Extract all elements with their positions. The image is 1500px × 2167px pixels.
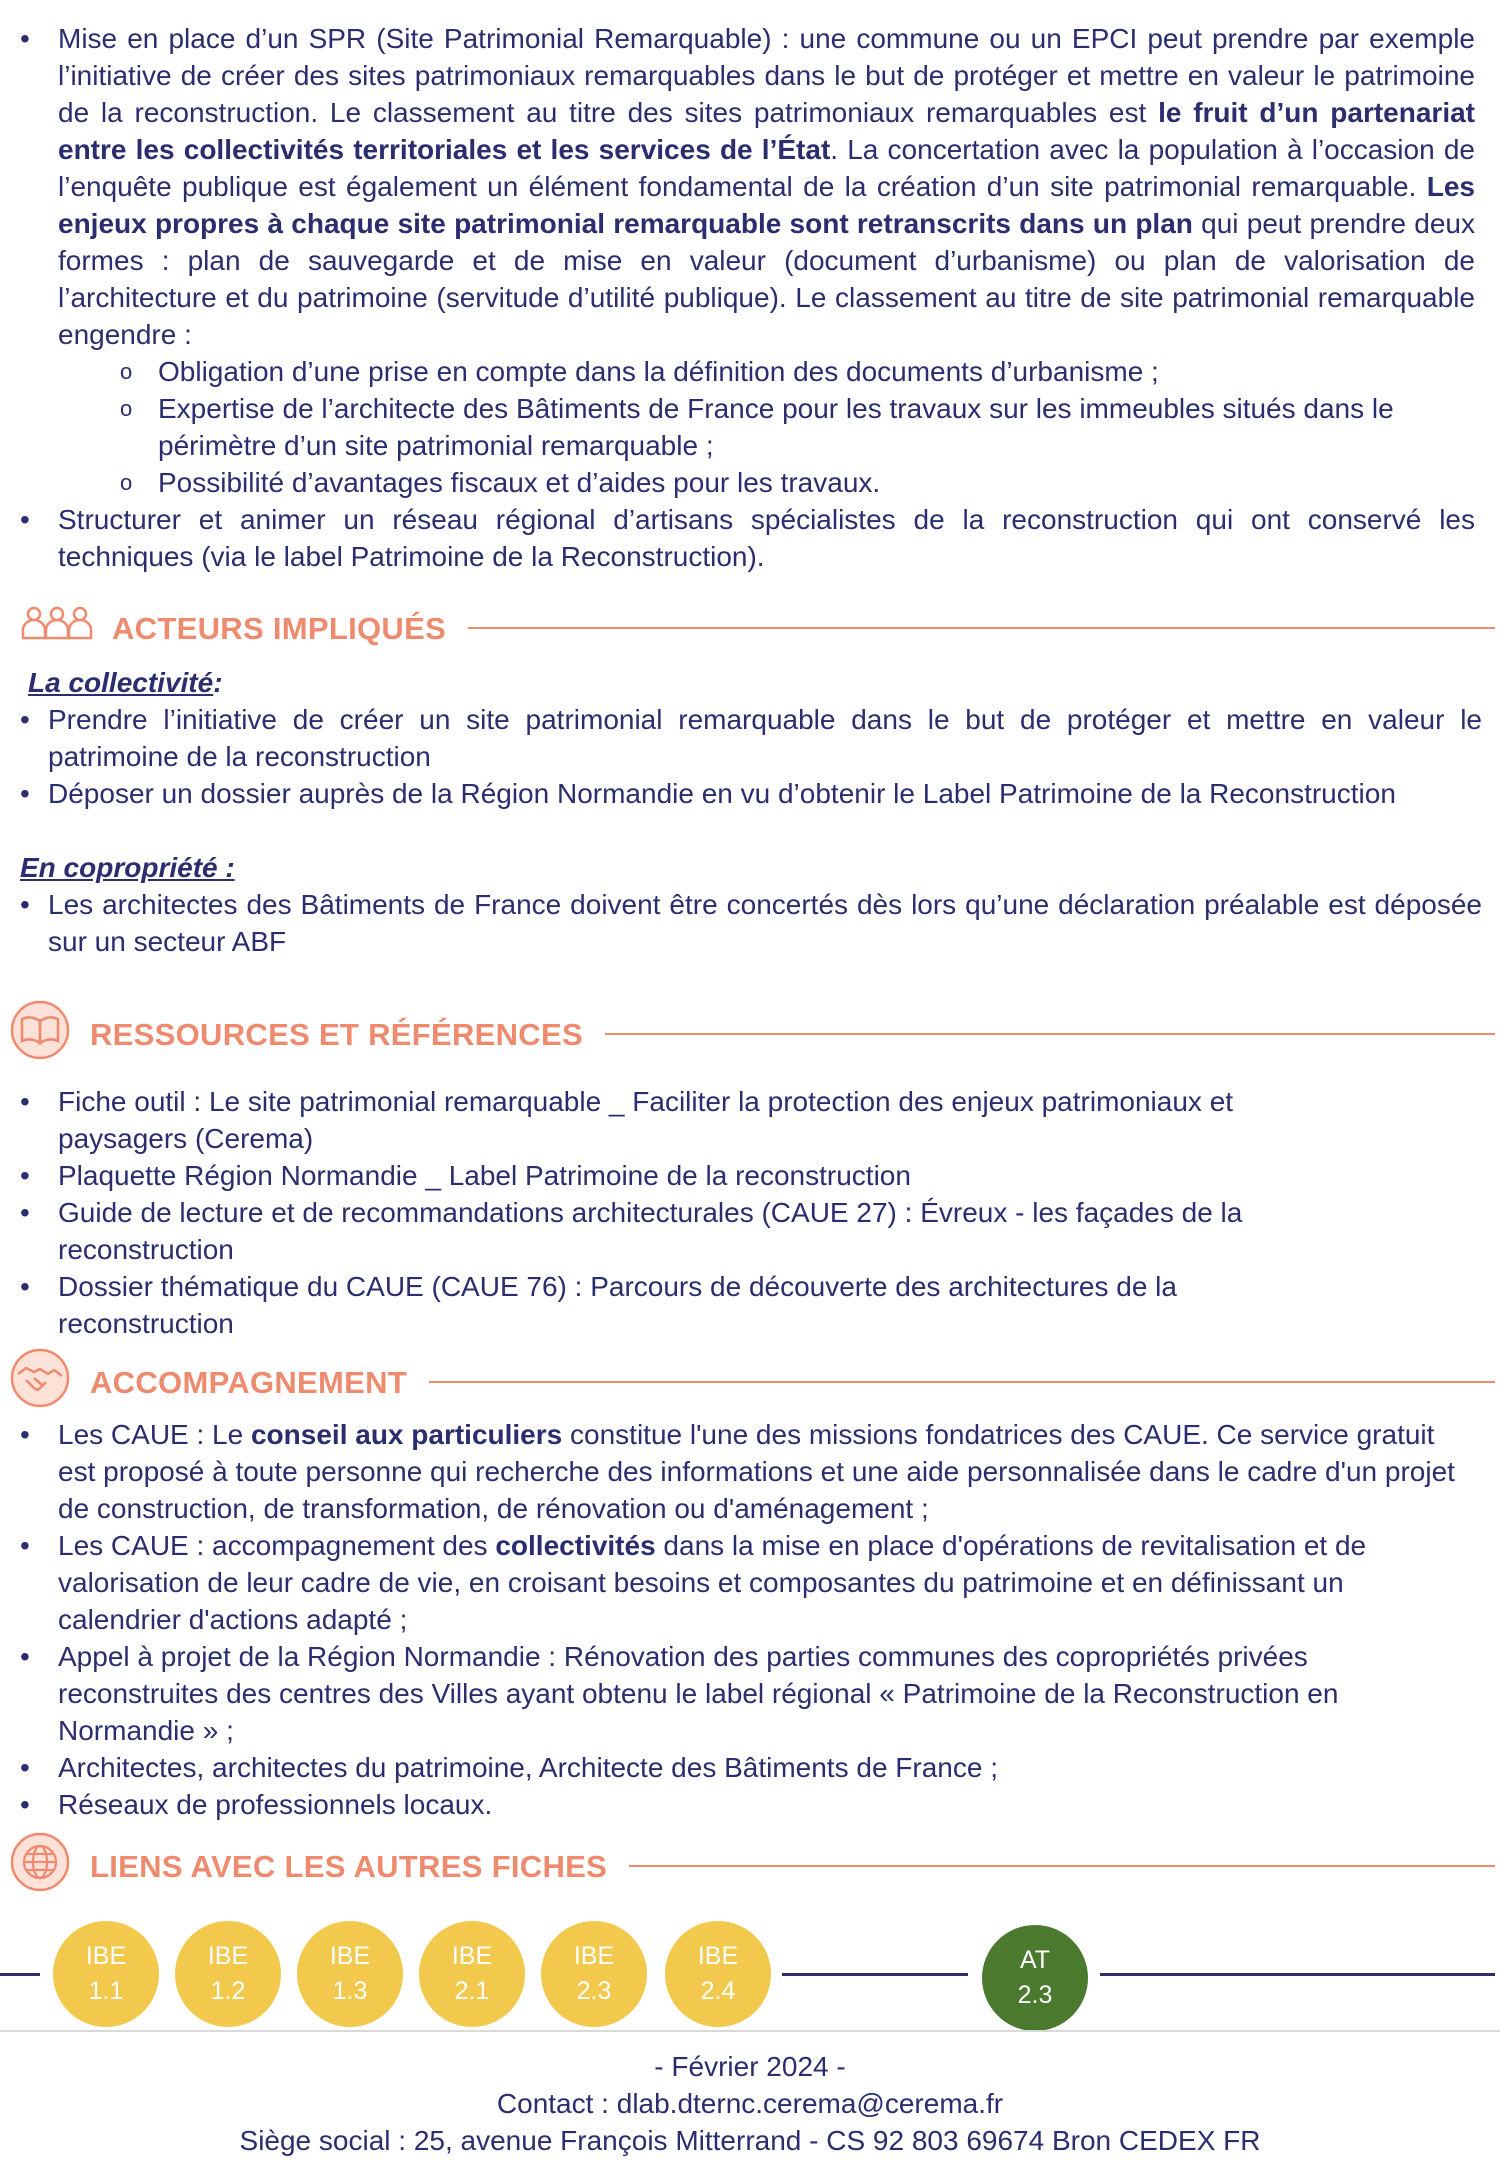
sub-list-item: [20, 390, 1475, 464]
collectivite-label: La collectivité: [28, 667, 214, 698]
list-item: [20, 1527, 1460, 1638]
badge-top: AT: [1019, 1946, 1051, 1974]
item-bold: conseil aux particuliers: [250, 1419, 563, 1450]
item-text: Les CAUE : Le: [58, 1419, 251, 1450]
footer-date: - Février 2024 -: [654, 2051, 846, 2082]
network-text: Structurer et animer un réseau régional d’artisans spécialistes de la reconstruction qui ont conservé les techniques (via le label Patrimoine de la Reconstruction).: [58, 504, 1475, 572]
badge-bottom: 2.3: [1017, 1981, 1053, 2009]
ressources-list: [20, 1083, 1350, 1342]
section-title: ACCOMPAGNEMENT: [90, 1364, 408, 1400]
book-icon: [8, 1000, 72, 1069]
intro-list: [20, 20, 1475, 575]
bullet: •: [20, 889, 30, 920]
section-title: ACTEURS IMPLIQUÉS: [112, 610, 447, 646]
badge-bottom: 2.1: [454, 1977, 490, 2005]
link-badge-ibe-2-4[interactable]: [665, 1921, 771, 2027]
badge-bottom: 1.2: [210, 1977, 246, 2005]
resource-text: Guide de lecture et de recommandations architecturales (CAUE 27) : Évreux - les façades de la reconstruction: [58, 1197, 1243, 1265]
resource-text: Dossier thématique du CAUE (CAUE 76) : Parcours de découverte des architectures de la reconstruction: [58, 1271, 1177, 1339]
handshake-icon: [8, 1348, 72, 1417]
spr-bold-1: le fruit d’un partenariat entre les collectivités territoriales et les services de l’État: [58, 97, 1475, 165]
sub-bullet: o: [120, 359, 133, 384]
section-divider: [629, 1865, 1495, 1867]
spr-text-2: . La concertation avec la population à l’occasion de l’enquête publique est également un élément fondamental de la création d’un site patrimonial remarquable.: [58, 134, 1475, 202]
sub-bullet: o: [120, 396, 133, 421]
globe-icon: [8, 1832, 72, 1901]
copro-label-row: [20, 849, 1482, 886]
spr-bold-2: Les enjeux propres à chaque site patrimonial remarquable sont retranscrits dans un plan: [58, 171, 1475, 239]
badge-top: IBE: [207, 1942, 249, 1970]
badge-top: IBE: [451, 1942, 493, 1970]
badge-top: IBE: [573, 1942, 615, 1970]
bullet: •: [20, 778, 30, 809]
bullet: •: [20, 504, 30, 535]
link-badge-ibe-2-1[interactable]: [419, 1921, 525, 2027]
item-bold: collectivités: [495, 1530, 656, 1561]
section-title: LIENS AVEC LES AUTRES FICHES: [90, 1848, 608, 1884]
link-badge-at-2-3[interactable]: [982, 1925, 1088, 2031]
list-item: [20, 701, 1482, 775]
timeline-line: [1100, 1973, 1495, 1976]
sub-item-text: Obligation d’une prise en compte dans la définition des documents d’urbanisme ;: [158, 356, 1159, 387]
item-text: Appel à projet de la Région Normandie : Rénovation des parties communes des copropriétés privées reconstruites des centres des Villes ayant obtenu le label régional « Patrimoine de la Reconstruction en Normandie » ;: [58, 1641, 1339, 1746]
section-heading-accompagnement: [8, 1352, 1495, 1412]
footer-address: Siège social : 25, avenue François Mitterrand - CS 92 803 69674 Bron CEDEX FR: [239, 2125, 1261, 2156]
section-heading-liens: [8, 1836, 1495, 1896]
spacer: [20, 812, 1482, 849]
bullet: •: [20, 1086, 30, 1117]
timeline-line: [782, 1973, 968, 1976]
people-icon: [20, 604, 94, 653]
bullet: •: [20, 1530, 30, 1561]
spr-text-3: qui peut prendre deux formes : plan de sauvegarde et de mise en valeur (document d’urbanisme) ou plan de valorisation de l’architecture et du patrimoine (servitude d’utilité publique). Le classement au titre de site patrimonial remarquable engendre :: [58, 208, 1475, 350]
accompagnement-list: [20, 1416, 1460, 1823]
timeline-line: [0, 1973, 40, 1976]
bullet: •: [20, 1271, 30, 1302]
section-divider: [429, 1381, 1495, 1383]
item-text: dans la mise en place d'opérations de revitalisation et de valorisation de leur cadre de vie, en croisant besoins et composantes du patrimoine et en définissant un calendrier d'actions adapté ;: [58, 1530, 1367, 1635]
bullet: •: [20, 1160, 30, 1191]
badge-bottom: 1.3: [332, 1977, 368, 2005]
item-text: Les CAUE : accompagnement des: [58, 1530, 496, 1561]
list-item: [20, 775, 1482, 812]
bullet: •: [20, 704, 30, 735]
collectivite-label-row: [20, 664, 1482, 701]
badge-bottom: 2.3: [576, 1977, 612, 2005]
list-item: [20, 1157, 1350, 1194]
badge-top: IBE: [329, 1942, 371, 1970]
link-badge-ibe-2-3[interactable]: [541, 1921, 647, 2027]
copro-item-text: Les architectes des Bâtiments de France doivent être concertés dès lors qu’une déclaration préalable est déposée sur un secteur ABF: [48, 889, 1482, 957]
label-colon: :: [213, 667, 223, 698]
link-badge-ibe-1-2[interactable]: [175, 1921, 281, 2027]
item-text: Réseaux de professionnels locaux.: [58, 1789, 493, 1820]
bullet: •: [20, 1789, 30, 1820]
list-item: [20, 20, 1475, 353]
collectivite-item-text: Prendre l’initiative de créer un site patrimonial remarquable dans le but de protéger et mettre en valeur le patrimoine de la reconstruction: [48, 704, 1482, 772]
section-divider: [468, 627, 1495, 629]
list-item: [20, 501, 1475, 575]
resource-text: Fiche outil : Le site patrimonial remarquable _ Faciliter la protection des enjeux patrimoniaux et paysagers (Cerema): [58, 1086, 1234, 1154]
bullet: •: [20, 23, 30, 54]
footer-contact: Contact : dlab.dternc.cerema@cerema.fr: [496, 2088, 1004, 2119]
sub-list-item: [20, 464, 1475, 501]
bullet: •: [20, 1419, 30, 1450]
sub-list-item: [20, 353, 1475, 390]
badge-bottom: 1.1: [88, 1977, 124, 2005]
section-divider: [605, 1033, 1495, 1035]
link-badge-ibe-1-1[interactable]: [53, 1921, 159, 2027]
list-item: [20, 1268, 1350, 1342]
list-item: [20, 1083, 1350, 1157]
bullet: •: [20, 1197, 30, 1228]
badge-top: IBE: [697, 1942, 739, 1970]
collectivite-item-text: Déposer un dossier auprès de la Région Normandie en vu d’obtenir le Label Patrimoine de la Reconstruction: [48, 778, 1396, 809]
section-heading-ressources: [8, 1004, 1495, 1064]
item-text: Architectes, architectes du patrimoine, Architecte des Bâtiments de France ;: [58, 1752, 998, 1783]
list-item: [20, 1786, 1460, 1823]
footer-divider: [0, 2030, 1500, 2032]
badge-top: IBE: [85, 1942, 127, 1970]
bullet: •: [20, 1641, 30, 1672]
spr-text: Mise en place d’un SPR (Site Patrimonial Remarquable) : une commune ou un EPCI peut prendre par exemple l’initiative de créer des sites patrimoniaux remarquables dans le but de protéger et mettre en valeur le patrimoine de la reconstruction. Le classement au titre des sites patrimoniaux remarquables est: [58, 23, 1475, 128]
section-title: RESSOURCES ET RÉFÉRENCES: [90, 1016, 583, 1052]
section-heading-acteurs: [20, 606, 1495, 650]
resource-text: Plaquette Région Normandie _ Label Patrimoine de la reconstruction: [58, 1160, 911, 1191]
list-item: [20, 886, 1482, 960]
badge-bottom: 2.4: [700, 1977, 736, 2005]
sub-item-text: Possibilité d’avantages fiscaux et d’aides pour les travaux.: [158, 467, 881, 498]
list-item: [20, 1638, 1460, 1749]
list-item: [20, 1416, 1460, 1527]
copro-label: En copropriété :: [20, 852, 235, 883]
list-item: [20, 1194, 1350, 1268]
bullet: •: [20, 1752, 30, 1783]
list-item: [20, 1749, 1460, 1786]
sub-item-text: Expertise de l’architecte des Bâtiments de France pour les travaux sur les immeubles situés dans le périmètre d’un site patrimonial remarquable ;: [158, 393, 1394, 461]
link-badge-ibe-1-3[interactable]: [297, 1921, 403, 2027]
item-text: constitue l'une des missions fondatrices des CAUE. Ce service gratuit est proposé à toute personne qui recherche des informations et une aide personnalisée dans le cadre d'un projet de construction, de transformation, de rénovation ou d'aménagement ;: [58, 1419, 1455, 1524]
sub-bullet: o: [120, 470, 133, 495]
acteurs-content: [20, 664, 1482, 960]
